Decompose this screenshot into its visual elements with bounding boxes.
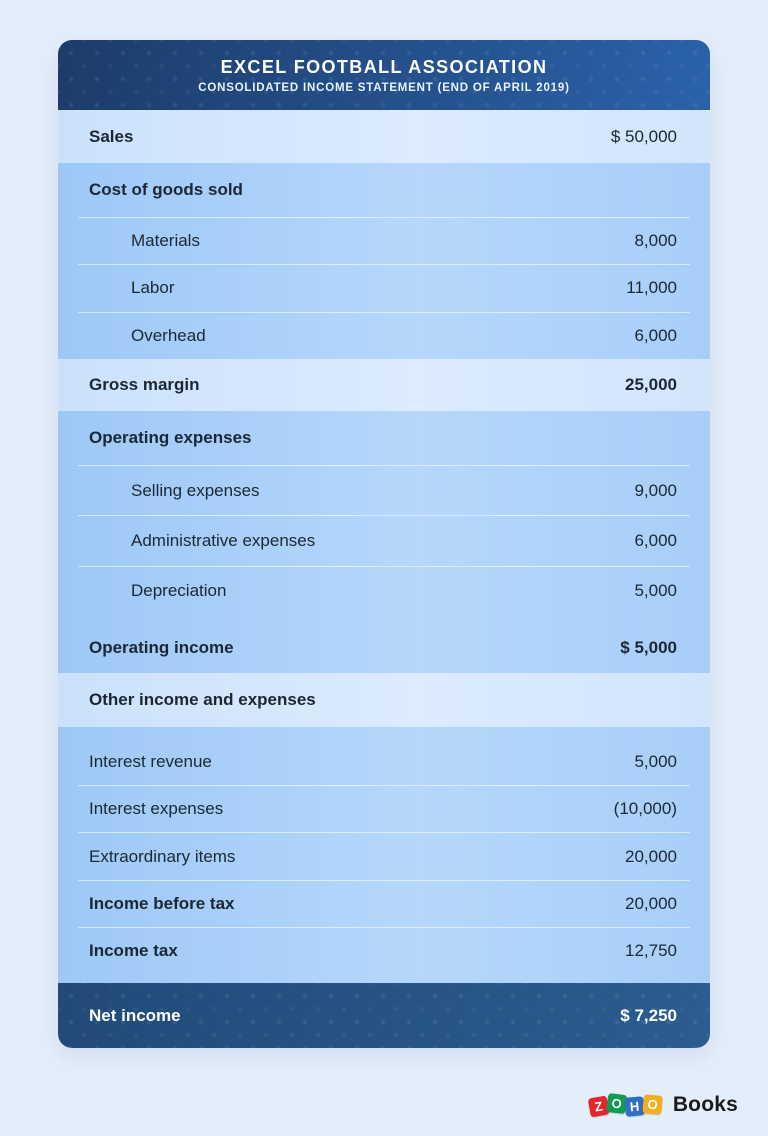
row-interest-expenses (78, 785, 690, 832)
materials-value: 8,000 (634, 231, 677, 251)
administrative-expenses-value: 6,000 (634, 530, 677, 550)
selling-expenses-value: 9,000 (634, 480, 677, 500)
labor-value: 11,000 (626, 278, 677, 298)
cogs-heading-row (58, 163, 710, 217)
extraordinary-items-value: 20,000 (625, 846, 677, 866)
section-other (58, 727, 710, 983)
overhead-value: 6,000 (634, 325, 677, 345)
sales-label: Sales (89, 126, 134, 146)
interest-expenses-value: (10,000) (613, 799, 677, 819)
gross-margin-value: 25,000 (625, 375, 677, 394)
row-interest-revenue (78, 739, 690, 785)
row-operating-income (58, 616, 710, 673)
row-administrative-expenses (78, 515, 690, 565)
other-heading-row (58, 673, 710, 727)
depreciation-value: 5,000 (634, 581, 677, 601)
row-selling-expenses (78, 465, 690, 515)
extraordinary-items-label: Extraordinary items (89, 846, 236, 866)
row-labor (78, 264, 690, 311)
row-net-income (58, 983, 710, 1048)
zoho-tile-o2: O (642, 1094, 663, 1115)
zoho-books-logo (589, 1090, 738, 1120)
net-income-band (58, 983, 710, 1048)
zoho-logo-icon (589, 1096, 661, 1115)
section-cogs (58, 163, 710, 359)
interest-expenses-label: Interest expenses (89, 799, 224, 819)
zoho-tile-z: Z (587, 1095, 609, 1117)
zoho-tile-h: H (624, 1096, 645, 1117)
row-extraordinary-items (78, 832, 690, 879)
income-before-tax-value: 20,000 (625, 893, 677, 913)
income-before-tax-label: Income before tax (89, 893, 235, 913)
row-sales (58, 110, 710, 163)
opex-heading-row (58, 411, 710, 465)
row-income-before-tax (78, 880, 690, 927)
income-statement-card (58, 40, 710, 1048)
materials-label: Materials (131, 231, 200, 251)
books-wordmark: Books (672, 1093, 738, 1116)
statement-header (58, 40, 710, 110)
cogs-heading: Cost of goods sold (89, 180, 243, 199)
row-overhead (78, 312, 690, 359)
section-opex (58, 411, 710, 673)
operating-income-value: $ 5,000 (620, 638, 677, 658)
other-heading: Other income and expenses (89, 690, 316, 709)
sales-value: $ 50,000 (610, 126, 677, 146)
row-materials (78, 217, 690, 264)
row-depreciation (78, 566, 690, 616)
gross-margin-label: Gross margin (89, 375, 200, 394)
row-income-tax (78, 927, 690, 974)
income-tax-value: 12,750 (625, 940, 677, 960)
interest-revenue-label: Interest revenue (89, 752, 212, 772)
depreciation-label: Depreciation (131, 581, 227, 601)
opex-heading: Operating expenses (89, 428, 252, 447)
selling-expenses-label: Selling expenses (131, 480, 260, 500)
net-income-value: $ 7,250 (620, 1005, 677, 1025)
row-gross-margin (58, 359, 710, 411)
statement-subtitle: CONSOLIDATED INCOME STATEMENT (END OF APRIL 2019) (198, 81, 570, 94)
zoho-tile-o1: O (606, 1092, 627, 1113)
net-income-label: Net income (89, 1005, 181, 1025)
overhead-label: Overhead (131, 325, 206, 345)
operating-income-label: Operating income (89, 638, 234, 658)
administrative-expenses-label: Administrative expenses (131, 530, 316, 550)
interest-revenue-value: 5,000 (634, 752, 677, 772)
statement-title: EXCEL FOOTBALL ASSOCIATION (220, 56, 548, 77)
income-tax-label: Income tax (89, 940, 178, 960)
labor-label: Labor (131, 278, 175, 298)
